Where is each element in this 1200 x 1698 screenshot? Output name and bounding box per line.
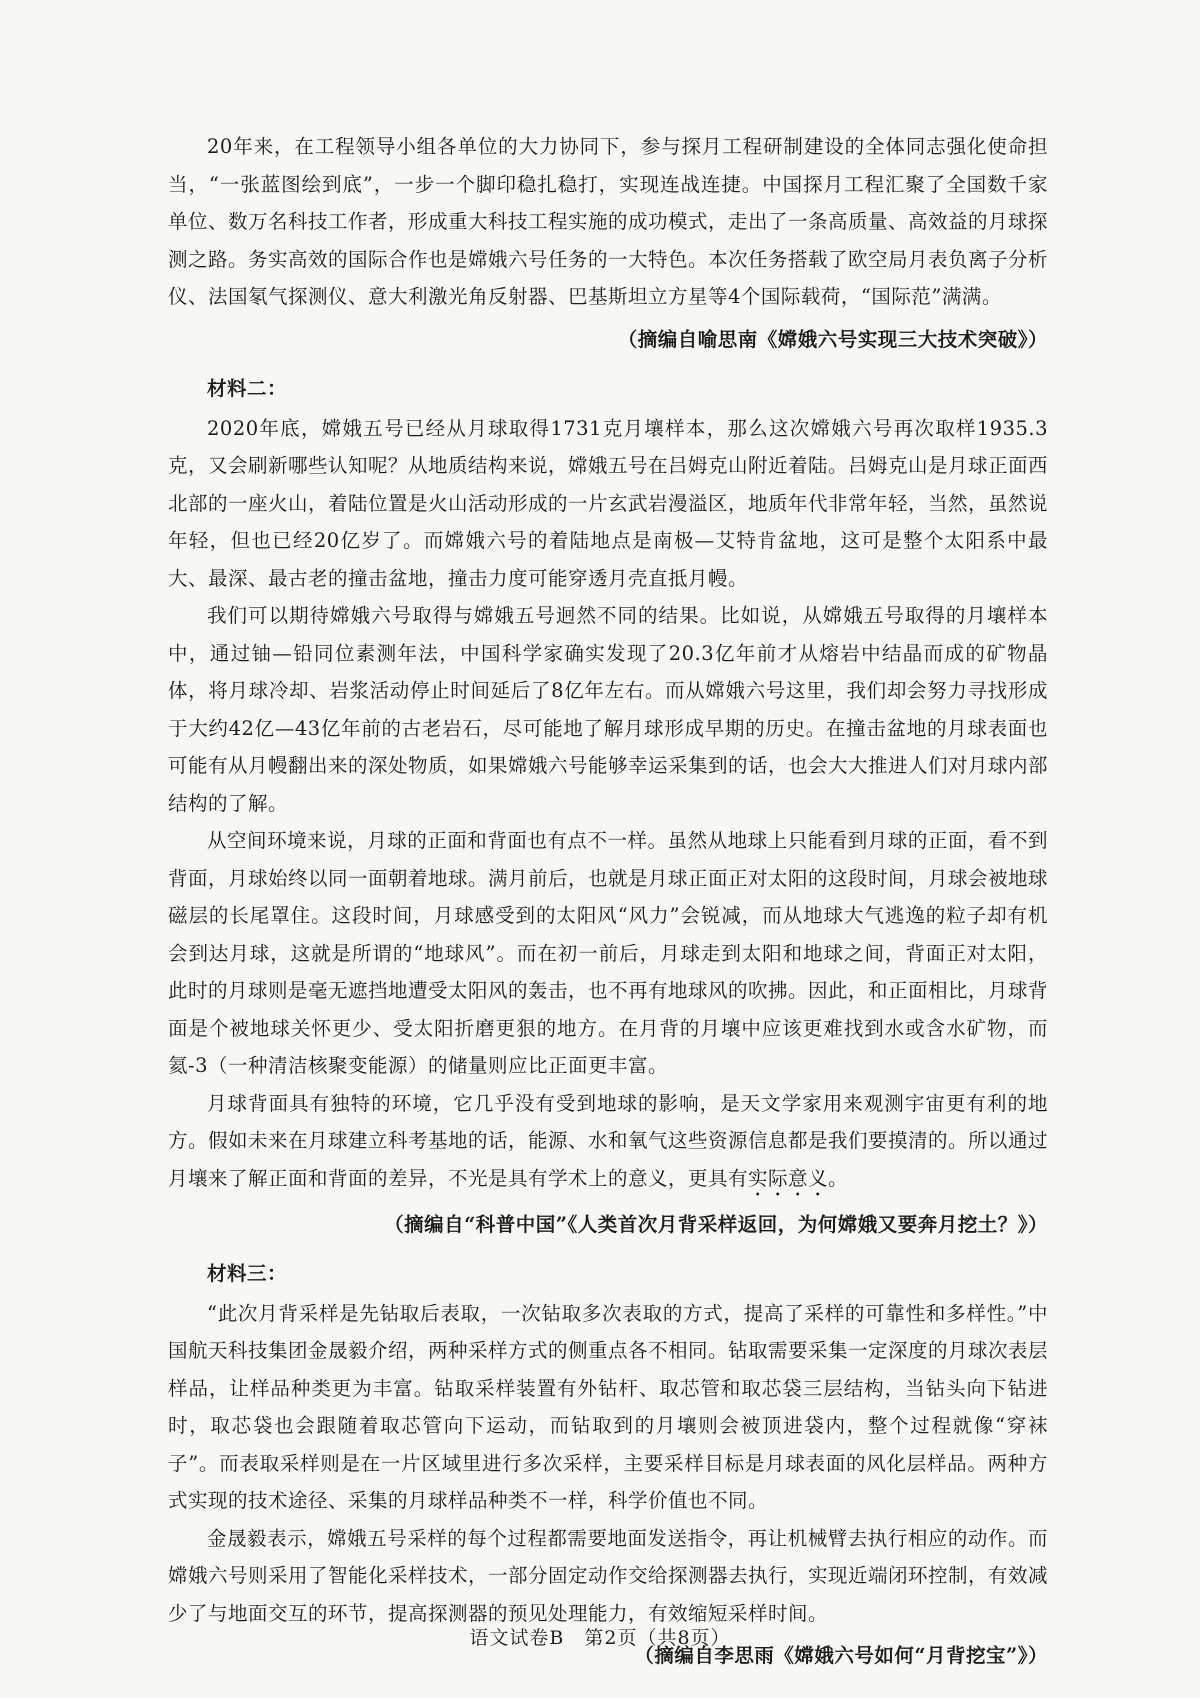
material-three-paragraph-2: 金晟毅表示，嫦娥五号采样的每个过程都需要地面发送指令，再让机械臂去执行相应的动作。而嫦娥六号则采用了智能化采样技术，一部分固定动作交给探测器去执行，实现近端闭环控制，有效减少了与地面交互的环节，提高探测器的预见处理能力，有效缩短采样时间。 <box>168 1526 1049 1625</box>
material-three-paragraph-1: “此次月背采样是先钻取后表取，一次钻取多次表取的方式，提高了采样的可靠性和多样性。”中国航天科技集团金晟毅介绍，两种采样方式的侧重点各不相同。钻取需要采集一定深度的月球次表层样品，让样品种类更为丰富。钻取采样装置有外钻杆、取芯管和取芯袋三层结构，当钻头向下钻进时，取芯袋也会跟随着取芯管向下运动，而钻取到的月壤则会被顶进袋内，整个过程就像“穿袜子”。而表取采样则是在一片区域里进行多次采样，主要采样目标是月球表面的风化层样品。两种方式实现的技术途径、采集的月球样品种类不一样，科学价值也不同。 <box>168 1301 1049 1512</box>
page-footer: 语文试卷B 第2页（共8页） <box>469 1627 731 1649</box>
material-two-paragraph-1: 2020年底，嫦娥五号已经从月球取得1731克月壤样本，那么这次嫦娥六号再次取样1935.3克，又会刷新哪些认知呢？从地质结构来说，嫦娥五号在吕姆克山附近着陆。吕姆克山是月球正面西北部的一座火山，着陆位置是火山活动形成的一片玄武岩漫溢区，地质年代非常年轻，当然，虽然说年轻，但也已经20亿岁了。而嫦娥六号的着陆地点是南极—艾特肯盆地，这可是整个太阳系中最大、最深、最古老的撞击盆地，撞击力度可能穿透月壳直抵月幔。 <box>168 416 1049 590</box>
material-one-source: （摘编自喻思南《嫦娥六号实现三大技术突破》） <box>617 327 1048 351</box>
reading-passages <box>168 128 1048 1687</box>
material-one-paragraph: 20年来，在工程领导小组各单位的大力协同下，参与探月工程研制建设的全体同志强化使命担当，“一张蓝图绘到底”，一步一个脚印稳扎稳打，实现连战连捷。中国探月工程汇聚了全国数千家单位、数万名科技工作者，形成重大科技工程实施的成功模式，走出了一条高质量、高效益的月球探测之路。务实高效的国际合作也是嫦娥六号任务的一大特色。本次任务搭载了欧空局月表负离子分析仪、法国氡气探测仪、意大利激光角反射器、巴基斯坦立方星等4个国际载荷，“国际范”满满。 <box>168 135 1049 308</box>
material-two-source: （摘编自“科普中国”《人类首次月背采样返回，为何嫦娥又要奔月挖土？》） <box>384 1212 1048 1236</box>
material-two-paragraph-3: 从空间环境来说，月球的正面和背面也有点不一样。虽然从地球上只能看到月球的正面，看不到背面，月球始终以同一面朝着地球。满月前后，也就是月球正面正对太阳的这段时间，月球会被地球磁层的长尾罩住。这段时间，月球感受到的太阳风“风力”会锐减，而从地球大气逃逸的粒子却有机会到达月球，这就是所谓的“地球风”。而在初一前后，月球走到太阳和地球之间，背面正对太阳，此时的月球则是毫无遮挡地遭受太阳风的轰击，也不再有地球风的吹拂。因此，和正面相比，月球背面是个被地球关怀更少、受太阳折磨更狠的地方。在月背的月壤中应该更难找到水或含水矿物，而氦-3（一种清洁核聚变能源）的储量则应比正面更丰富。 <box>168 829 1049 1077</box>
emphasized-term: 实际意义 <box>748 1166 829 1190</box>
material-three-heading: 材料三： <box>207 1262 288 1285</box>
material-two-paragraph-4 <box>168 1085 1048 1201</box>
material-three-source: （摘编自李思雨《嫦娥六号如何“月背挖宝”》） <box>634 1644 1048 1667</box>
paragraph-end: 。 <box>828 1166 849 1190</box>
paragraph-text: 月球背面具有独特的环境，它几乎没有受到地球的影响，是天文学家用来观测宇宙更有利的地方。假如未来在月球建立科考基地的话，能源、水和氧气这些资源信息都是我们要摸清的。所以通过月壤来了解正面和背面的差异，不光是具有学术上的意义，更具有 <box>168 1091 1049 1190</box>
material-two-heading: 材料二： <box>207 377 288 400</box>
material-two-paragraph-2: 我们可以期待嫦娥六号取得与嫦娥五号迥然不同的结果。比如说，从嫦娥五号取得的月壤样本中，通过铀—铅同位素测年法，中国科学家确实发现了20.3亿年前才从熔岩中结晶而成的矿物晶体，将月球冷却、岩浆活动停止时间延后了8亿年左右。而从嫦娥六号这里，我们却会努力寻找形成于大约42亿—43亿年前的古老岩石，尽可能地了解月球形成早期的历史。在撞击盆地的月球表面也可能有从月幔翻出来的深处物质，如果嫦娥六号能够幸运采集到的话，也会大大推进人们对月球内部结构的了解。 <box>168 604 1049 815</box>
